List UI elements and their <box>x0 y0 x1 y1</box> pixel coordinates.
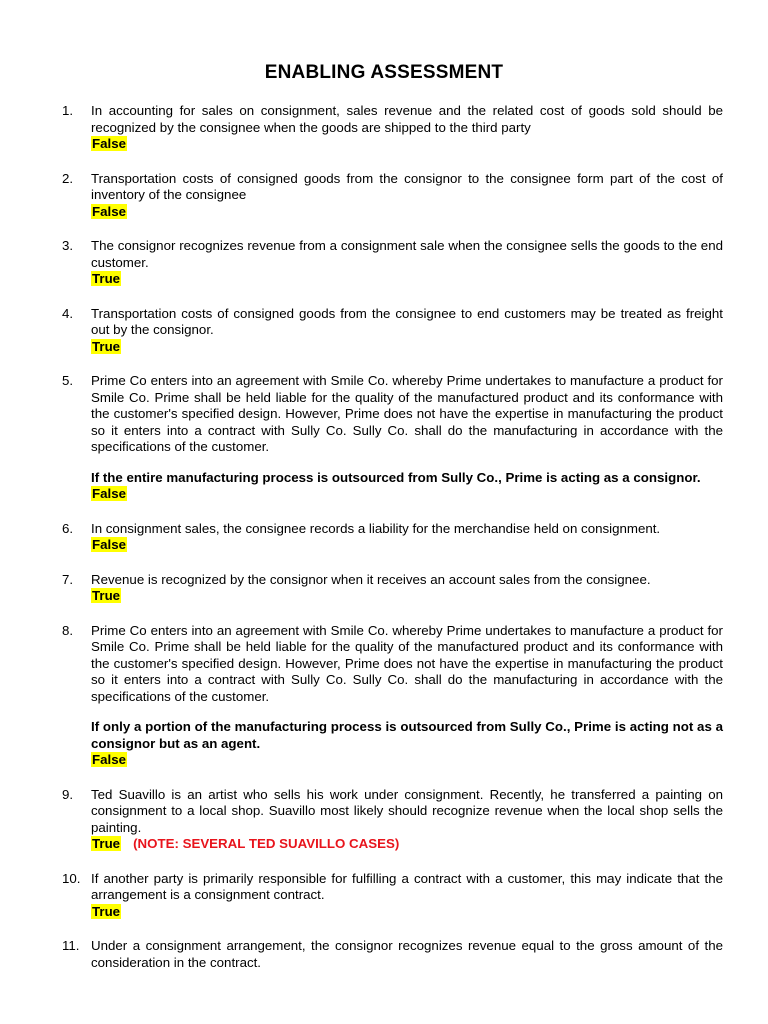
question-text: Revenue is recognized by the consignor when it receives an account sales from the consignee. <box>91 571 651 587</box>
answer-line <box>91 588 723 605</box>
question-text: The consignor recognizes revenue from a consignment sale when the consignee sells the goods to the end customer. <box>91 238 723 270</box>
answer-line <box>91 752 723 769</box>
question-text: Prime Co enters into an agreement with Smile Co. whereby Prime undertakes to manufacture a product for Smile Co. Prime shall be held liable for the quality of the manufactured product and its conformance with the customer's specified design. However, Prime does not have the expertise in manufacturing the product so it enters into a contract with Sully Co. Sully Co. shall do the manufacturing in accordance with the specifications of the customer. <box>91 622 723 704</box>
question-text: Transportation costs of consigned goods from the consignor to the consignee form part of the cost of inventory of the consignee <box>91 170 723 202</box>
question-item <box>62 572 723 605</box>
question-number: 5. <box>62 373 74 388</box>
question-item <box>62 871 723 921</box>
question-list <box>62 103 723 989</box>
question-number: 8. <box>62 622 74 638</box>
answer-line <box>91 204 723 221</box>
question-item <box>62 103 723 153</box>
answer-line <box>91 271 723 288</box>
answer-line <box>91 339 723 356</box>
question-number: 11. <box>62 938 80 953</box>
question-item <box>62 373 723 503</box>
question-item <box>62 521 723 554</box>
question-item <box>62 938 723 971</box>
page-title: ENABLING ASSESSMENT <box>264 62 504 83</box>
question-item <box>62 787 723 853</box>
question-number: 3. <box>62 238 74 253</box>
highlighted-answer: False <box>92 537 127 552</box>
highlighted-answer: False <box>92 486 127 501</box>
question-text: In accounting for sales on consignment, sales revenue and the related cost of goods sold should be recognized by the consignee when the goods are shipped to the third party <box>91 103 723 135</box>
answer-line <box>91 136 723 153</box>
question-number: 1. <box>62 103 74 118</box>
question-item <box>62 623 723 769</box>
question-item <box>62 306 723 356</box>
highlighted-answer: True <box>92 338 121 354</box>
question-text: Ted Suavillo is an artist who sells his work under consignment. Recently, he transferred a painting on consignment to a local shop. Suavillo most likely should recognize revenue when the local shop sells the painting. <box>91 786 723 835</box>
highlighted-answer: False <box>92 203 127 219</box>
question-text: In consignment sales, the consignee records a liability for the merchandise held on consignment. <box>91 520 661 536</box>
question-text: Prime Co enters into an agreement with Smile Co. whereby Prime undertakes to manufacture a product for Smile Co. Prime shall be held liable for the quality of the manufactured product and its conformance with the customer's specified design. However, Prime does not have the expertise in manufacturing the product so it enters into a contract with Sully Co. Sully Co. shall do the manufacturing in accordance with the specifications of the customer. <box>91 373 723 454</box>
question-statement: If the entire manufacturing process is outsourced from Sully Co., Prime is acting as a consignor. <box>91 469 701 485</box>
answer-line <box>91 486 723 503</box>
question-text: Transportation costs of consigned goods from the consignee to end customers may be treated as freight out by the consignor. <box>91 305 723 337</box>
question-item <box>62 171 723 221</box>
answer-note: (NOTE: SEVERAL TED SUAVILLO CASES) <box>133 836 400 851</box>
question-text: Under a consignment arrangement, the consignor recognizes revenue equal to the gross amount of the consideration in the contract. <box>91 938 723 970</box>
question-text: If another party is primarily responsible for fulfilling a contract with a customer, this may indicate that the arrangement is a consignment contract. <box>91 870 723 902</box>
highlighted-answer: True <box>92 903 121 919</box>
question-number: 10. <box>62 870 81 886</box>
highlighted-answer: False <box>92 752 127 767</box>
answer-line <box>91 904 723 921</box>
question-number: 9. <box>62 786 74 802</box>
question-number: 2. <box>62 170 74 186</box>
question-number: 6. <box>62 520 74 536</box>
answer-line <box>91 537 723 554</box>
question-number: 4. <box>62 305 74 321</box>
question-statement: If only a portion of the manufacturing process is outsourced from Sully Co., Prime is acting not as a consignor but as an agent. <box>91 719 723 751</box>
question-item <box>62 238 723 288</box>
highlighted-answer: False <box>92 136 127 151</box>
highlighted-answer: True <box>92 588 121 603</box>
highlighted-answer: True <box>92 836 121 851</box>
answer-line <box>91 836 723 853</box>
highlighted-answer: True <box>92 271 121 286</box>
question-number: 7. <box>62 571 74 587</box>
